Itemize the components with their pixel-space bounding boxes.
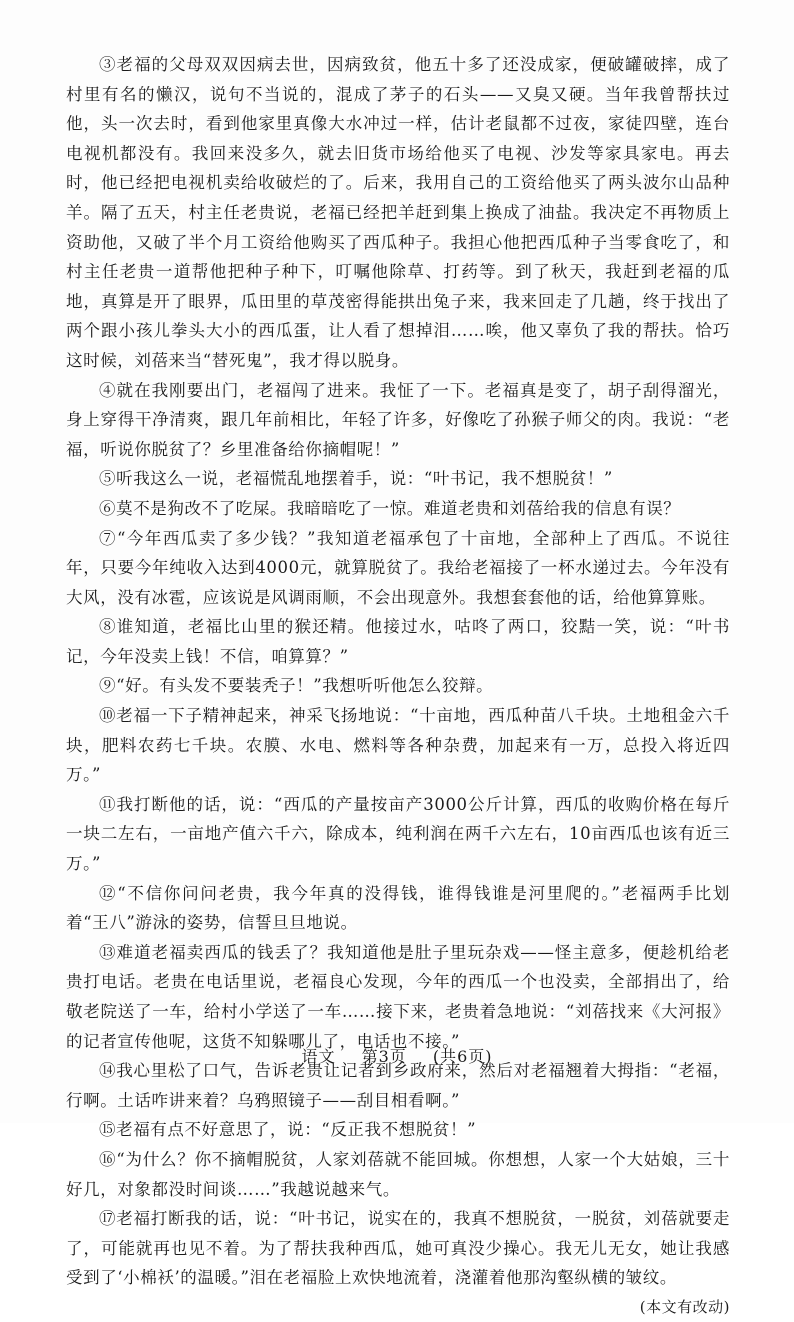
- paragraph-3: ③老福的父母双双因病去世，因病致贫，他五十多了还没成家，便破罐破摔，成了村里有名的懒汉，说句不当说的，混成了茅子的石头——又臭又硬。当年我曾帮扶过他，头一次去时，看到他家里真像大水冲过一样，估计老鼠都不过夜，家徒四壁，连台电视机都没有。我回来没多久，就去旧货市场给他买了电视、沙发等家具家电。再去时，他已经把电视机卖给收破烂的了。后来，我用自己的工资给他买了两头波尔山品种羊。隔了五天，村主任老贵说，老福已经把羊赶到集上换成了油盐。我决定不再物质上资助他，又破了半个月工资给他购买了西瓜种子。我担心他把西瓜种子当零食吃了，和村主任老贵一道帮他把种子种下，叮嘱他除草、打药等。到了秋天，我赶到老福的瓜地，真算是开了眼界，瓜田里的草茂密得能拱出兔子来，我来回走了几趟，终于找出了两个跟小孩儿拳头大小的西瓜蛋，让人看了想掉泪……唉，他又辜负了我的帮扶。恰巧这时候，刘蓓来当“替死鬼”，我才得以脱身。: [66, 55, 730, 370]
- paragraph-17: ⑰老福打断我的话，说：“叶书记，说实在的，我真不想脱贫，一脱贫，刘蓓就要走了，可能就再也见不着。为了帮扶我种西瓜，她可真没少操心。我无儿无女，她让我感受到了‘小棉袄’的温暖。”泪在老福脸上欢快地流着，浇灌着他那沟壑纵横的皱纹。: [66, 1209, 730, 1288]
- paragraph-11: ⑪我打断他的话，说：“西瓜的产量按亩产3000公斤计算，西瓜的收购价格在每斤一块二左右，一亩地产值六千六，除成本，纯利润在两千六左右，10亩西瓜也该有近三万。”: [66, 794, 730, 874]
- page-footer: [0, 1044, 794, 1067]
- paragraph-15: ⑮老福有点不好意思了，说：“反正我不想脱贫！”: [99, 1120, 477, 1140]
- footer-subject: 语文: [301, 1047, 336, 1066]
- paragraph-6: ⑥莫不是狗改不了吃屎。我暗暗吃了一惊。难道老贵和刘蓓给我的信息有误？: [99, 498, 681, 518]
- source-note: (本文有改动): [639, 1297, 730, 1316]
- paragraph-16: ⑯“为什么？你不摘帽脱贫，人家刘蓓就不能回城。你想想，人家一个大姑娘，三十好几，对象都没时间谈……”我越说越来气。: [66, 1149, 730, 1199]
- paragraph-9: ⑨“好。有头发不要装秃子！”我想听听他怎么狡辩。: [99, 676, 494, 696]
- paragraph-14: ⑭我心里松了口气，告诉老贵让记者到乡政府来，然后对老福翘着大拇指：“老福，行啊。土话咋讲来着？乌鸦照镜子——刮目相看啊。”: [66, 1061, 730, 1110]
- paragraph-13: ⑬难道老福卖西瓜的钱丢了？我知道他是肚子里玩杂戏——怪主意多，便趁机给老贵打电话。老贵在电话里说，老福良心发现，今年的西瓜一个也没卖，全部捐出了，给敬老院送了一车，给村小学送了一车……接下来，老贵着急地说：“刘蓓找来《大河报》的记者宣传他呢，这货不知躲哪儿了，电话也不接。”: [66, 942, 730, 1051]
- paragraph-10: ⑩老福一下子精神起来，神采飞扬地说：“十亩地，西瓜种苗八千块。土地租金六千块，肥料农药七千块。农膜、水电、燃料等各种杂费，加起来有一万，总投入将近四万。”: [66, 706, 730, 785]
- paragraph-8: ⑧谁知道，老福比山里的猴还精。他接过水，咕咚了两口，狡黠一笑，说：“叶书记，今年没卖上钱！不信，咱算算？”: [66, 617, 730, 666]
- paragraph-12: ⑫“不信你问问老贵，我今年真的没得钱，谁得钱谁是河里爬的。”老福两手比划着“王八”游泳的姿势，信誓旦旦地说。: [66, 883, 730, 933]
- footer-page-number: 第3页: [361, 1047, 407, 1066]
- article-body: [66, 50, 730, 1322]
- footer-total-pages: (共6页): [432, 1047, 493, 1066]
- paragraph-5: ⑤听我这么一说，老福慌乱地摆着手，说：“叶书记，我不想脱贫！”: [99, 469, 613, 489]
- paragraph-7: ⑦“今年西瓜卖了多少钱？”我知道老福承包了十亩地，全部种上了西瓜。不说往年，只要今年纯收入达到4000元，就算脱贫了。我给老福接了一杯水递过去。今年没有大风，没有冰雹，应该说是风调雨顺，不会出现意外。我想套套他的话，给他算算账。: [66, 528, 730, 607]
- paragraph-4: ④就在我刚要出门，老福闯了进来。我怔了一下。老福真是变了，胡子刮得溜光，身上穿得干净清爽，跟几年前相比，年轻了许多，好像吃了孙猴子师父的肉。我说：“老福，听说你脱贫了？乡里准备给你摘帽呢！”: [66, 380, 730, 459]
